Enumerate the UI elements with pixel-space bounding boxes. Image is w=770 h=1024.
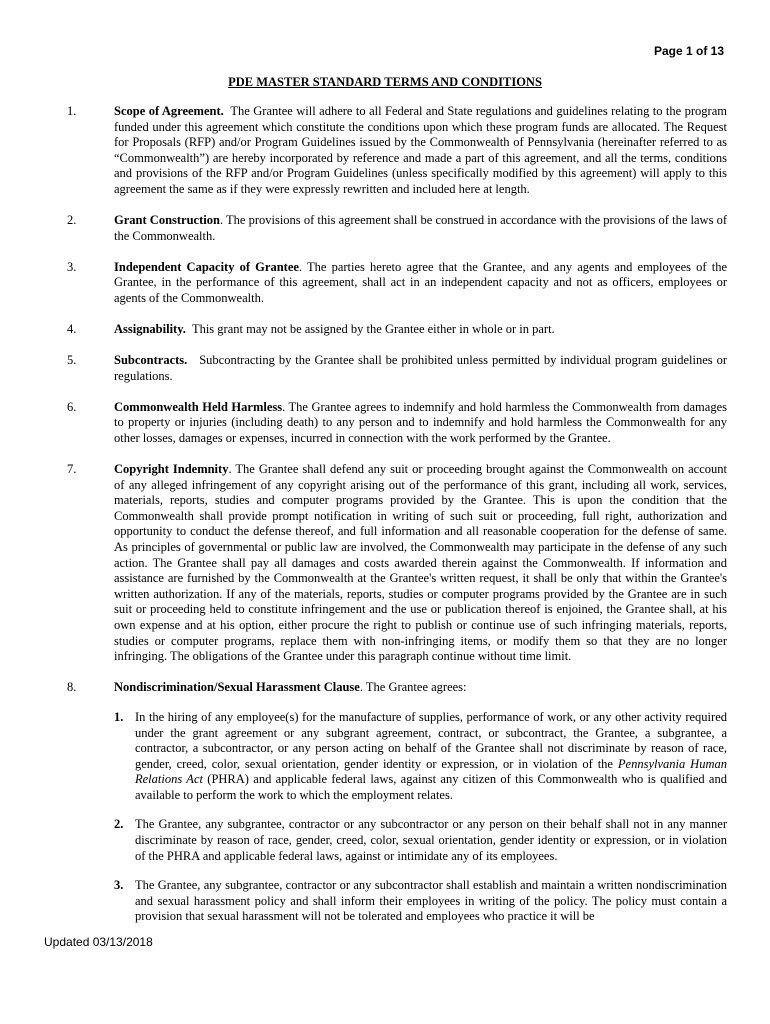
page-number: Page 1 of 13 (653, 44, 724, 58)
section-8 (67, 680, 727, 925)
section-content (114, 353, 727, 384)
section-heading: Grant Construction (114, 213, 220, 228)
section-6 (67, 400, 727, 447)
subsection-3 (114, 878, 727, 925)
section-heading: Scope of Agreement. (114, 104, 224, 118)
section-heading: Independent Capacity of Grantee (114, 259, 299, 274)
section-text: The Grantee will adhere to all Federal and State regulations and guidelines relating to the program funded under this agreement which constitute the conditions upon which these program funds are allocated. The Request for Proposals (RFP) and/or Program Guidelines issued by the Commonwealth of Pennsylvania (hereinafter referred to as “Commonwealth”) are hereby incorporated by reference and made a part of this agreement, and all the terms, conditions and provisions of the RFP and/or Program Guidelines (unless specifically modified by this agreement) will apply to this agreement the same as if they were expressly rewritten and included here at length. (114, 104, 727, 196)
section-content (114, 213, 727, 244)
section-text: . The Grantee shall defend any suit or proceeding brought against the Commonwealth on account of any alleged infringement of any copyright arising out of the performance of this grant, including all work, services, materials, reports, studies and computer programs provided by the Grantee. This is upon the condition that the Commonwealth shall provide prompt notification in writing of such suit or proceeding, full right, authorization and opportunity to conduct the defense thereof, and full information and all reasonable cooperation for the defense of same. As principles of governmental or public law are involved, the Commonwealth may participate in the defense of any such action. The Grantee shall pay all damages and costs awarded therein against the Commonwealth. If information and assistance are furnished by the Commonwealth at the Grantee's written request, it shall be only that within the Grantee's written authorization. If any of the materials, reports, studies or computer programs provided by the Grantee are in such suit or proceeding held to constitute infringement and the use or publication thereof is enjoined, the Grantee shall, at his own expense and at his option, either procure the right to publish or continue use of such infringing materials, reports, studies or computer programs, replace them with non-infringing items, or modify them so that they are no longer infringing. The obligations of the Grantee under this paragraph continue without time limit. (114, 462, 727, 664)
section-heading: Subcontracts. (114, 353, 188, 368)
section-text: Subcontracting by the Grantee shall be prohibited unless permitted by individual program guidelines or regulations. (114, 353, 727, 383)
section-number: 2. (67, 213, 77, 228)
section-number: 6. (67, 399, 77, 414)
section-number: 4. (67, 322, 77, 337)
subsection-2 (114, 817, 727, 864)
section-3 (67, 260, 727, 307)
section-content (114, 462, 727, 665)
section-content (114, 104, 727, 198)
document-body (67, 104, 727, 941)
section-number: 5. (67, 353, 77, 368)
section-number: 1. (67, 104, 77, 118)
section-heading: Copyright Indemnity (114, 462, 229, 477)
section-text: . The Grantee agrees to indemnify and hold harmless the Commonwealth from damages to property or injuries (including death) to any person and to indemnify and hold harmless the Commonwealth for any other losses, damages or expenses, incurred in connection with the work performed by the Grantee. (114, 399, 727, 445)
section-heading: Nondiscrimination/Sexual Harassment Clause (114, 680, 360, 695)
subsection-text: In the hiring of any employee(s) for the manufacture of supplies, performance of work, or any other activity required under the grant agreement or any subgrant agreement, contract, or subcontract, the Grantee, a subgrantee, a contractor, a subcontractor, or any person acting on behalf of the Grantee shall not discriminate by reason of race, gender, creed, color, sexual orientation, gender identity or expression, or in violation of the Pennsylvania Human Relations Act (PHRA) and applicable federal laws, against any citizen of this Commonwealth who is qualified and available to perform the work to which the employment relates. (135, 709, 727, 802)
section-text: This grant may not be assigned by the Grantee either in whole or in part. (191, 322, 555, 337)
subsection-text: The Grantee, any subgrantee, contractor or any subcontractor shall establish and maintain a written nondiscrimination and sexual harassment policy and shall inform their employees in writing of the policy. The policy must contain a provision that sexual harassment will not be tolerated and employees who practice it will be (135, 878, 727, 924)
section-1 (67, 104, 727, 198)
section-content (114, 322, 727, 338)
section-content (114, 400, 727, 447)
footer-updated-date: Updated 03/13/2018 (44, 935, 153, 949)
section-text: . The provisions of this agreement shall be construed in accordance with the provisions of the laws of the Commonwealth. (114, 213, 727, 243)
subsection-1 (114, 710, 727, 804)
subsection-number: 3. (114, 878, 124, 893)
section-number: 7. (67, 462, 77, 477)
section-heading: Assignability. (114, 322, 186, 337)
section-5 (67, 353, 727, 384)
section-number: 3. (67, 259, 77, 274)
section-text: . The Grantee agrees: (359, 680, 467, 695)
act-name: Pennsylvania Human Relations Act (135, 756, 727, 787)
section-text: . The parties hereto agree that the Grantee, and any agents and employees of the Grantee, in the performance of this agreement, shall act in an independent capacity and not as officers, employees or agents of the Commonwealth. (114, 259, 727, 305)
subsection-text: The Grantee, any subgrantee, contractor or any subcontractor or any person on their behalf shall not in any manner discriminate by reason of race, gender, creed, color, sexual orientation, gender identity or expression, or in violation of the PHRA and applicable federal laws, against or intimidate any of its employees. (135, 817, 727, 863)
section-2 (67, 213, 727, 244)
subsection-number: 2. (114, 817, 124, 832)
document-title: PDE MASTER STANDARD TERMS AND CONDITIONS (228, 75, 542, 89)
section-content (114, 680, 727, 925)
section-number: 8. (67, 680, 77, 695)
section-7 (67, 462, 727, 665)
section-heading: Commonwealth Held Harmless (114, 399, 283, 414)
subsection-number: 1. (114, 709, 124, 724)
section-content (114, 260, 727, 307)
section-4 (67, 322, 727, 338)
